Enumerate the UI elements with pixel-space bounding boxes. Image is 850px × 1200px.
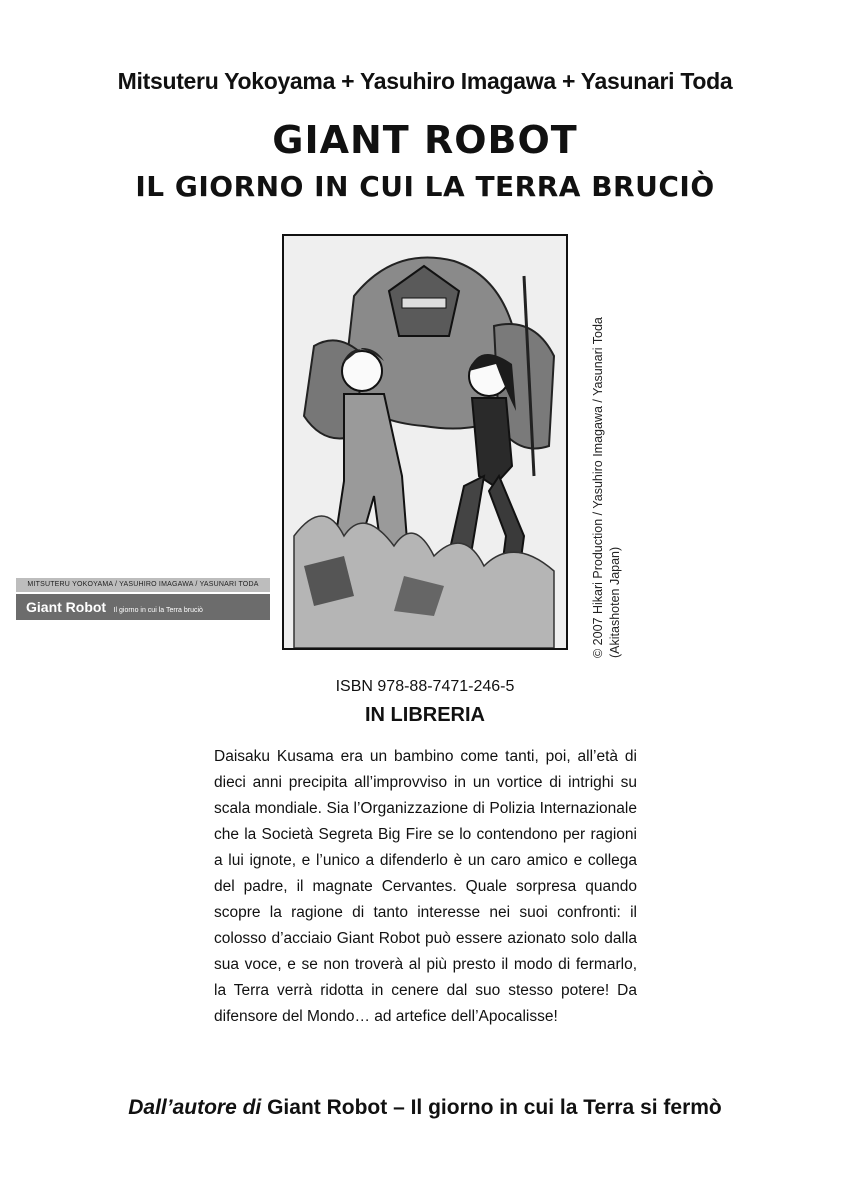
cover-subtitle: Il giorno in cui la Terra bruciò	[113, 607, 203, 614]
copyright-publisher: (Akitashoten Japan)	[608, 546, 622, 658]
authors-line: Mitsuteru Yokoyama + Yasuhiro Imagawa + Yasunari Toda	[117, 68, 733, 94]
footer-tagline	[0, 1096, 850, 1120]
copyright-notice	[590, 238, 624, 658]
cover-title: Giant Robot	[26, 599, 107, 615]
cover-title-bar	[16, 594, 270, 620]
cover-image	[282, 234, 568, 650]
footer-work: Giant Robot – Il giorno in cui la Terra si fermò	[267, 1096, 722, 1119]
book-subtitle: IL GIORNO IN CUI LA TERRA BRUCIÒ	[135, 170, 715, 203]
copyright-line: © 2007 Hikari Production / Yasuhiro Imagawa / Yasunari Toda	[591, 317, 605, 658]
cover-authors-band: MITSUTERU YOKOYAMA / YASUHIRO IMAGAWA / YASUNARI TODA	[16, 578, 270, 592]
footer-prefix: Dall’autore di	[128, 1096, 262, 1119]
isbn: ISBN 978-88-7471-246-5	[335, 678, 515, 695]
availability-label: IN LIBRERIA	[365, 704, 485, 726]
synopsis: Daisaku Kusama era un bambino come tanti, poi, all’età di dieci anni precipita all’improvviso in un vortice di intrighi su scala mondiale. Sia l’Organizzazione di Polizia Internazionale che la Società Segreta Big Fire se lo contendono per ragioni a lui ignote, e l’unico a difenderlo è un caro amico e collega del padre, il magnate Cervantes. Quale sorpresa quando scopre la ragione di tanto interesse nei suoi confronti: il colosso d’acciaio Giant Robot può essere azionato solo dalla sua voce, e se non troverà al più presto il modo di fermarlo, la Terra verrà ridotta in cenere dal suo stesso potere! Da difensore del Mondo… ad artefice dell’Apocalisse!	[214, 748, 637, 1025]
book-title: GIANT ROBOT	[272, 118, 578, 162]
cover-illustration	[284, 236, 566, 648]
